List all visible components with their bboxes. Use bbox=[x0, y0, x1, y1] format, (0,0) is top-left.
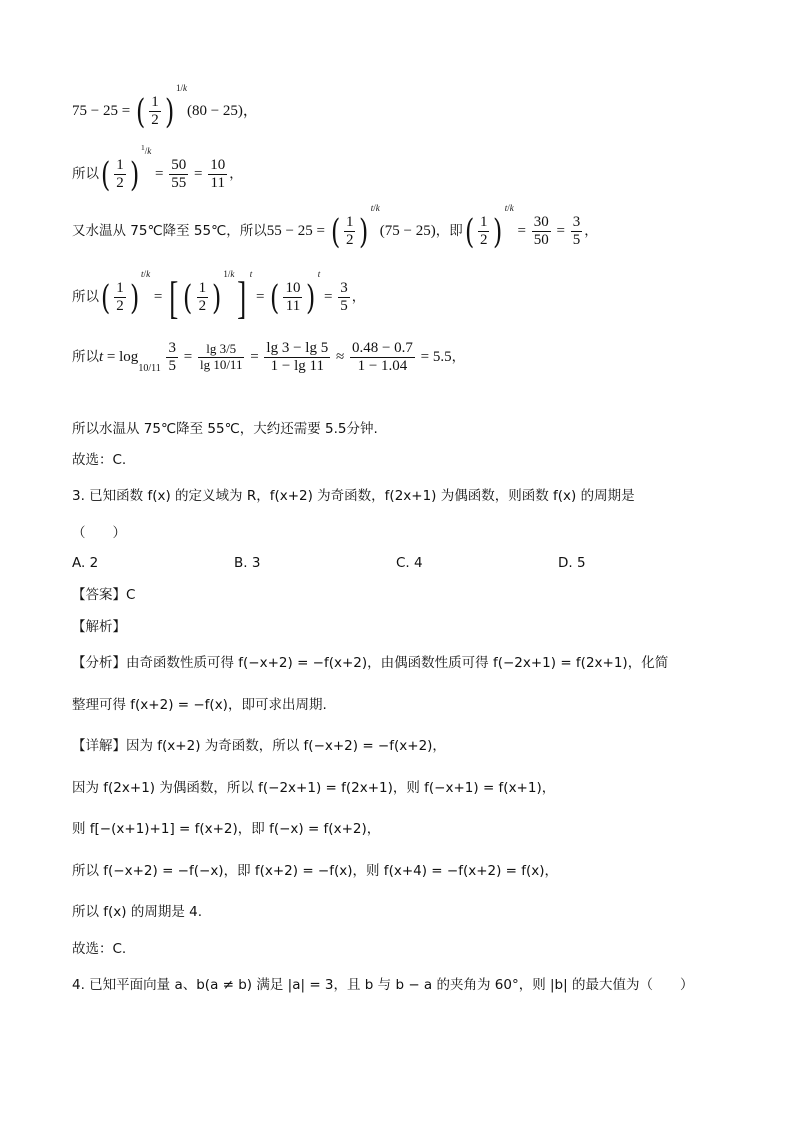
detail-line-4: 所以 f(−x+2) = −f(−x)，即 f(x+2) = −f(x)，则 f(x+4) = −f(x+2) = f(x)， bbox=[72, 863, 559, 879]
eq3-prefix: 又水温从 75℃降至 55℃，所以 bbox=[72, 223, 267, 239]
choice-line-1: 故选：C. bbox=[72, 452, 127, 468]
detail-line-5: 所以 f(x) 的周期是 4. bbox=[72, 904, 203, 920]
equation-line-3: 又水温从 75℃降至 55℃，所以55 − 25 = ( $\frac{1}{2}$ )$^{t/k}$(75 − 25)，即( $\frac{1}{2}$ )$^{t/k}$ = $\frac{30}{50}$ = $\frac{3}{5}$ ， bbox=[72, 203, 598, 252]
eq5-prefix: 所以 bbox=[72, 349, 99, 366]
eq5-tail: ， bbox=[451, 349, 466, 366]
detail-line-6: 故选：C. bbox=[72, 941, 127, 957]
detail-line-1: 【详解】因为 f(x+2) 为奇函数，所以 f(−x+2) = −f(x+2)， bbox=[72, 738, 446, 754]
equation-line-4: 所以( $\frac{1}{2}$ )$^{t/k}$ = [ ( $\frac{1}{2}$ )$^{1/k}$] $^t$ = ( $\frac{10}{11}$ )$^t$ = $\frac{3}{5}$ ， bbox=[72, 269, 366, 323]
eq2-tail: ， bbox=[229, 166, 243, 182]
option-a[interactable]: A. 2 bbox=[72, 555, 99, 571]
eq1-tail: (80 − 25)， bbox=[186, 103, 258, 119]
option-d[interactable]: D. 5 bbox=[558, 555, 586, 571]
detail-line-2: 因为 f(2x+1) 为偶函数，所以 f(−2x+1) = f(2x+1)，则 f(−x+1) = f(x+1)， bbox=[72, 780, 556, 796]
answer-label: 【答案】C bbox=[72, 587, 136, 603]
eq4-prefix: 所以 bbox=[72, 289, 99, 305]
fenxi-line-1: 【分析】由奇函数性质可得 f(−x+2) = −f(x+2)，由偶函数性质可得 f(−2x+1) = f(2x+1)，化简 bbox=[72, 655, 669, 671]
question-3-paren: （ ） bbox=[72, 525, 126, 541]
eq3-tail: ， bbox=[584, 223, 598, 239]
question-3: 3. 已知函数 f(x) 的定义域为 R，f(x+2) 为奇函数，f(2x+1) 为偶函数，则函数 f(x) 的周期是 bbox=[72, 488, 635, 504]
conclusion-line: 所以水温从 75℃降至 55℃，大约还需要 5.5分钟. bbox=[72, 421, 378, 437]
fenxi-line-2: 整理可得 f(x+2) = −f(x)，即可求出周期. bbox=[72, 697, 327, 713]
eq3-mid: ，即 bbox=[435, 223, 463, 239]
paren-open: ( bbox=[135, 91, 146, 132]
equation-line-1 bbox=[72, 83, 258, 132]
fraction-half: $\frac{1}{2}$ bbox=[151, 93, 159, 129]
analysis-label: 【解析】 bbox=[72, 619, 126, 635]
option-c[interactable]: C. 4 bbox=[396, 555, 423, 571]
equation-line-2: 所以( $\frac{1}{2}$ )$^{^1/k}$ = $\frac{50}{55}$ = $\frac{10}{11}$ ， bbox=[72, 143, 243, 195]
eq2-prefix: 所以 bbox=[72, 166, 99, 182]
option-b[interactable]: B. 3 bbox=[234, 555, 261, 571]
eq1-lhs: 75 − 25 = bbox=[72, 103, 134, 119]
detail-line-3: 则 f[−(x+1)+1] = f(x+2)，即 f(−x) = f(x+2)， bbox=[72, 821, 381, 837]
paren-close: ) bbox=[164, 91, 174, 132]
question-4: 4. 已知平面向量 a、b(a ≠ b) 满足 |a| = 3，且 b 与 b − a 的夹角为 60°，则 |b| 的最大值为（ ） bbox=[72, 977, 694, 993]
equation-line-5: 所以$t = \log_{10/11}$ $\frac{3}{5}$ = $\frac{\lg 3/5}{\lg 10/11}$ = $\frac{\lg 3 - \lg 5}{1 - \lg 11}$ ≈ $\frac{0.48 - 0.7}{1 - 1.04}$ = 5.5， bbox=[72, 340, 466, 375]
eq4-tail: ， bbox=[351, 289, 366, 305]
exponent-1-over-k: 1/k bbox=[175, 83, 187, 93]
